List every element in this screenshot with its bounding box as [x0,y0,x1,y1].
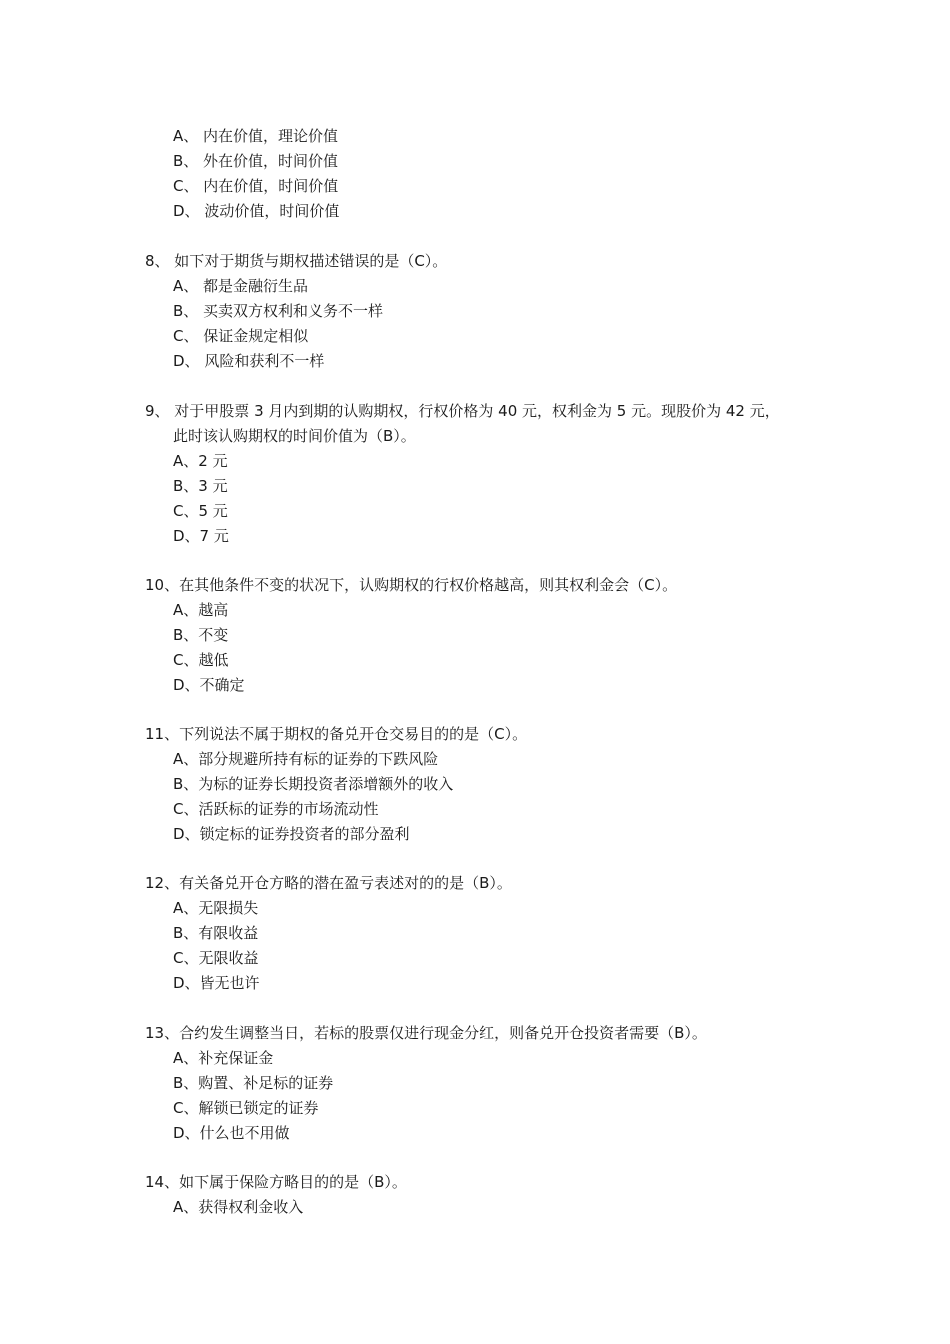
option-b: B、有限收益 [173,924,259,942]
option-a: A、无限损失 [173,899,259,917]
question-stem: 12、有关备兑开仓方略的潜在盈亏表述对的的是（B）。 [145,874,512,892]
question-stem: 8、 如下对于期货与期权描述错误的是（C）。 [145,252,448,270]
option-d: D、7 元 [173,527,229,545]
question-7-options [145,124,845,224]
option-d: D、锁定标的证券投资者的部分盈利 [173,825,410,843]
option-a: A、越高 [173,601,229,619]
option-d: D、皆无也许 [173,974,260,992]
option-c: C、越低 [173,651,229,669]
option-d: D、 波动价值，时间价值 [173,202,340,220]
option-c: C、解锁已锁定的证券 [173,1099,319,1117]
option-d: D、不确定 [173,676,245,694]
question-10 [145,573,845,698]
option-b: B、3 元 [173,477,228,495]
option-a: A、 内在价值，理论价值 [173,127,339,145]
question-stem-continued: 此时该认购期权的时间价值为（B）。 [173,427,416,445]
option-b: B、 买卖双方权利和义务不一样 [173,302,384,320]
question-13 [145,1021,845,1146]
option-d: D、 风险和获利不一样 [173,352,325,370]
question-14 [145,1170,845,1220]
question-stem: 9、 对于甲股票 3 月内到期的认购期权，行权价格为 40 元，权利金为 5 元。现股价为 42 元， [145,402,780,420]
option-c: C、5 元 [173,502,228,520]
option-c: C、 内在价值，时间价值 [173,177,339,195]
option-c: C、无限收益 [173,949,259,967]
option-b: B、不变 [173,626,229,644]
option-b: B、购置、补足标的证券 [173,1074,334,1092]
option-c: C、活跃标的证券的市场流动性 [173,800,379,818]
question-9 [145,399,845,549]
question-8 [145,249,845,374]
question-11 [145,722,845,847]
option-b: B、 外在价值，时间价值 [173,152,339,170]
option-a: A、2 元 [173,452,228,470]
question-stem: 10、在其他条件不变的状况下，认购期权的行权价格越高，则其权利金会（C）。 [145,576,678,594]
option-a: A、部分规避所持有标的证券的下跌风险 [173,750,439,768]
option-c: C、 保证金规定相似 [173,327,309,345]
option-d: D、什么也不用做 [173,1124,290,1142]
option-a: A、获得权利金收入 [173,1198,304,1216]
question-12 [145,871,845,996]
option-a: A、补充保证金 [173,1049,274,1067]
option-b: B、为标的证券长期投资者添增额外的收入 [173,775,454,793]
option-a: A、 都是金融衍生品 [173,277,309,295]
question-stem: 11、下列说法不属于期权的备兑开仓交易目的的是（C）。 [145,725,528,743]
question-stem: 14、如下属于保险方略目的的是（B）。 [145,1173,407,1191]
question-stem: 13、合约发生调整当日，若标的股票仅进行现金分红，则备兑开仓投资者需要（B）。 [145,1024,707,1042]
